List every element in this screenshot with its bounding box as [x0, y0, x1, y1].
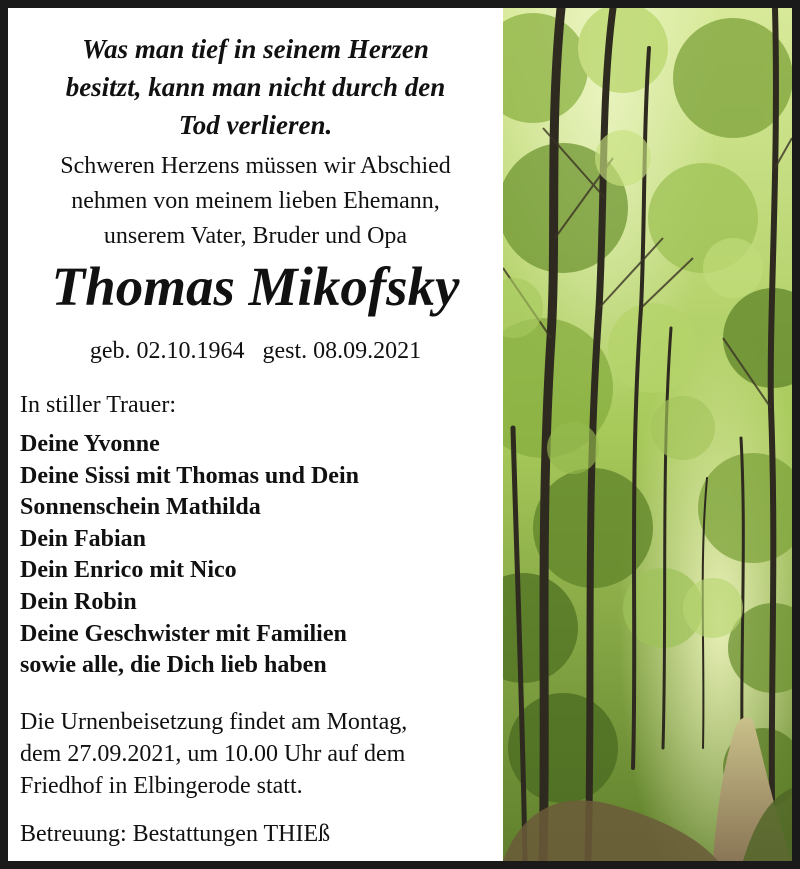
mourners-list: [20, 429, 359, 682]
funeral-line: dem 27.09.2021, um 10.00 Uhr auf dem: [20, 741, 406, 767]
funeral-line: Friedhof in Elbingerode statt.: [20, 773, 303, 799]
intro-line: nehmen von meinem lieben Ehemann,: [71, 188, 440, 214]
life-dates: [8, 335, 503, 367]
intro-line: unserem Vater, Bruder und Opa: [103, 223, 408, 249]
mourner: Deine Sissi mit Thomas und Dein: [20, 462, 359, 489]
quote-line: Was man tief in seinem Herzen: [82, 34, 429, 64]
forest-path-photo: [503, 8, 792, 861]
mourning-heading: In stiller Trauer:: [20, 392, 176, 418]
funeral-home-credit: Betreuung: Bestattungen THIEß: [20, 821, 331, 847]
quote-line: Tod verlieren.: [178, 110, 333, 140]
mourner: Dein Enrico mit Nico: [20, 557, 237, 584]
deceased-name: Thomas Mikofsky: [51, 256, 460, 317]
funeral-line: Die Urnenbeisetzung findet am Montag,: [20, 709, 408, 735]
mourner: Dein Robin: [20, 588, 137, 615]
mourner: sowie alle, die Dich lieb haben: [20, 652, 327, 679]
intro-line: Schweren Herzens müssen wir Abschied: [60, 153, 451, 179]
death-date: gest. 08.09.2021: [262, 338, 422, 364]
quote-line: besitzt, kann man nicht durch den: [65, 72, 446, 102]
forest-illustration: [503, 8, 792, 861]
mourner: Sonnenschein Mathilda: [20, 494, 261, 521]
obituary-notice: [8, 8, 792, 861]
birth-date: geb. 02.10.1964: [89, 338, 245, 364]
mourner: Dein Fabian: [20, 525, 147, 552]
mourner: Deine Geschwister mit Familien: [20, 620, 347, 647]
mourner: Deine Yvonne: [20, 431, 160, 457]
obituary-text-panel: [8, 8, 503, 861]
